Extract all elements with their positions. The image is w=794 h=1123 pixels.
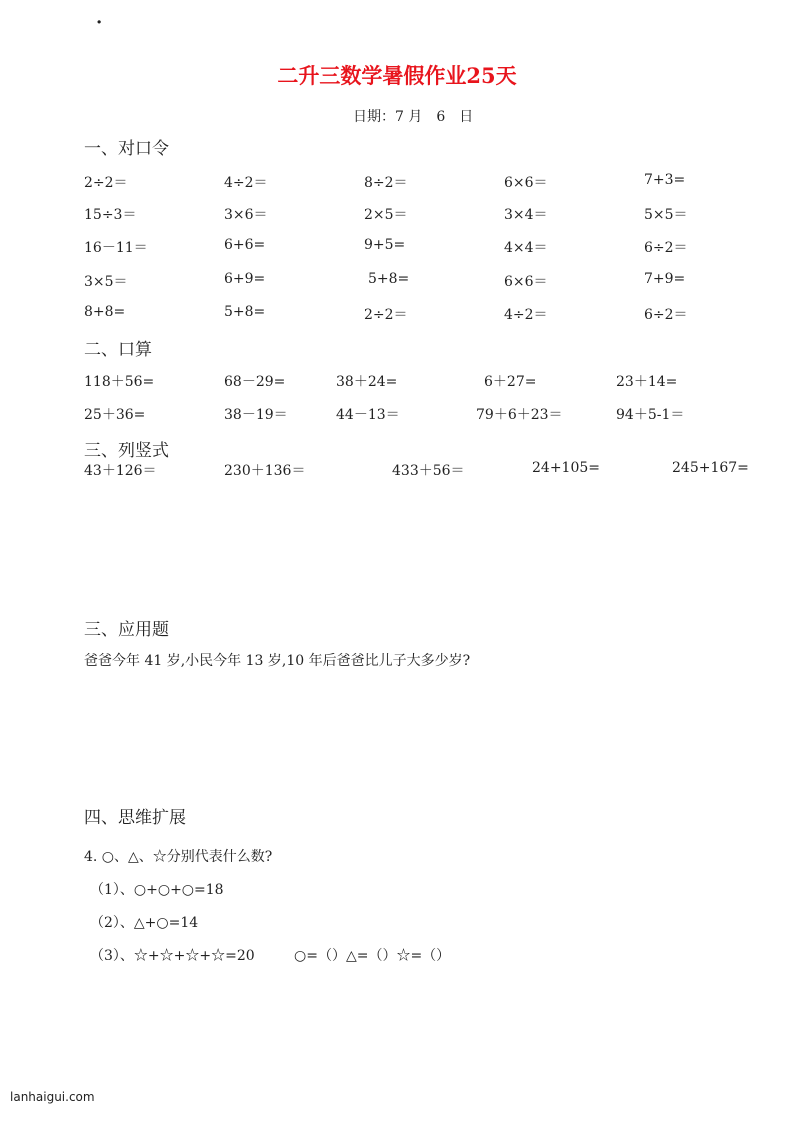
exercise-item: 3×5＝ <box>84 274 128 290</box>
exercise-item: 16－11＝ <box>84 240 148 256</box>
exercise-item: 24+105= <box>532 460 600 476</box>
exercise-item: 38＋24= <box>336 374 398 390</box>
exercise-item: 2÷2＝ <box>364 307 408 323</box>
exercise-item: 230＋136＝ <box>224 463 306 479</box>
decorative-dot: · <box>96 12 103 33</box>
exercise-item: 23＋14= <box>616 374 678 390</box>
exercise-item: 6×6＝ <box>504 274 548 290</box>
section-heading-oral-drill: 一、对口令 <box>84 139 169 159</box>
exercise-item: 6+9= <box>224 271 266 287</box>
exercise-item: 4÷2＝ <box>224 175 268 191</box>
exercise-item: 6÷2＝ <box>644 240 688 256</box>
exercise-item: 4×4＝ <box>504 240 548 256</box>
word-problem-text: 爸爸今年 41 岁,小民今年 13 岁,10 年后爸爸比儿子大多少岁? <box>84 653 471 669</box>
exercise-item: 6＋27= <box>484 374 537 390</box>
exercise-item: 9+5= <box>364 237 406 253</box>
thinking-line: （2）、△+○=14 <box>90 915 199 931</box>
thinking-question: 4. ○、△、☆分别代表什么数? <box>84 849 273 865</box>
exercise-item: 43＋126＝ <box>84 463 157 479</box>
exercise-item: 44－13＝ <box>336 407 400 423</box>
exercise-item: 79＋6＋23＝ <box>476 407 563 423</box>
exercise-item: 433＋56＝ <box>392 463 465 479</box>
section-heading-mental-math: 二、口算 <box>84 340 152 360</box>
answer-blanks: ○=（）△=（）☆=（） <box>294 948 451 964</box>
exercise-item: 5×5＝ <box>644 207 688 223</box>
exercise-item: 5+8= <box>368 271 410 287</box>
exercise-item: 6×6＝ <box>504 175 548 191</box>
exercise-item: 3×6＝ <box>224 207 268 223</box>
exercise-item: 6÷2＝ <box>644 307 688 323</box>
exercise-item: 2×5＝ <box>364 207 408 223</box>
exercise-item: 3×4＝ <box>504 207 548 223</box>
exercise-item: 25＋36= <box>84 407 146 423</box>
section-heading-word-problem: 三、应用题 <box>84 620 169 640</box>
exercise-item: 2÷2＝ <box>84 175 128 191</box>
exercise-item: 15÷3＝ <box>84 207 137 223</box>
section-heading-thinking: 四、思维扩展 <box>84 808 186 828</box>
exercise-item: 5+8= <box>224 304 266 320</box>
exercise-item: 118＋56= <box>84 374 155 390</box>
exercise-item: 94＋5-1＝ <box>616 407 685 423</box>
thinking-line: （1）、○+○+○=18 <box>90 882 224 898</box>
exercise-item: 7+9= <box>644 271 686 287</box>
footer-site: lanhaigui.com <box>10 1090 95 1104</box>
exercise-item: 4÷2＝ <box>504 307 548 323</box>
exercise-item: 8+8= <box>84 304 126 320</box>
exercise-item: 245+167= <box>672 460 749 476</box>
exercise-item: 6+6= <box>224 237 266 253</box>
section-heading-vertical-calc: 三、列竖式 <box>84 441 169 461</box>
date-line: 日期：7 月 6 日 <box>353 109 474 125</box>
page-title: 二升三数学暑假作业25天 <box>277 63 517 88</box>
exercise-item: 7+3= <box>644 172 686 188</box>
exercise-item: 38－19＝ <box>224 407 288 423</box>
thinking-line: （3）、☆+☆+☆+☆=20 <box>90 948 255 964</box>
exercise-item: 68－29= <box>224 374 286 390</box>
exercise-item: 8÷2＝ <box>364 175 408 191</box>
